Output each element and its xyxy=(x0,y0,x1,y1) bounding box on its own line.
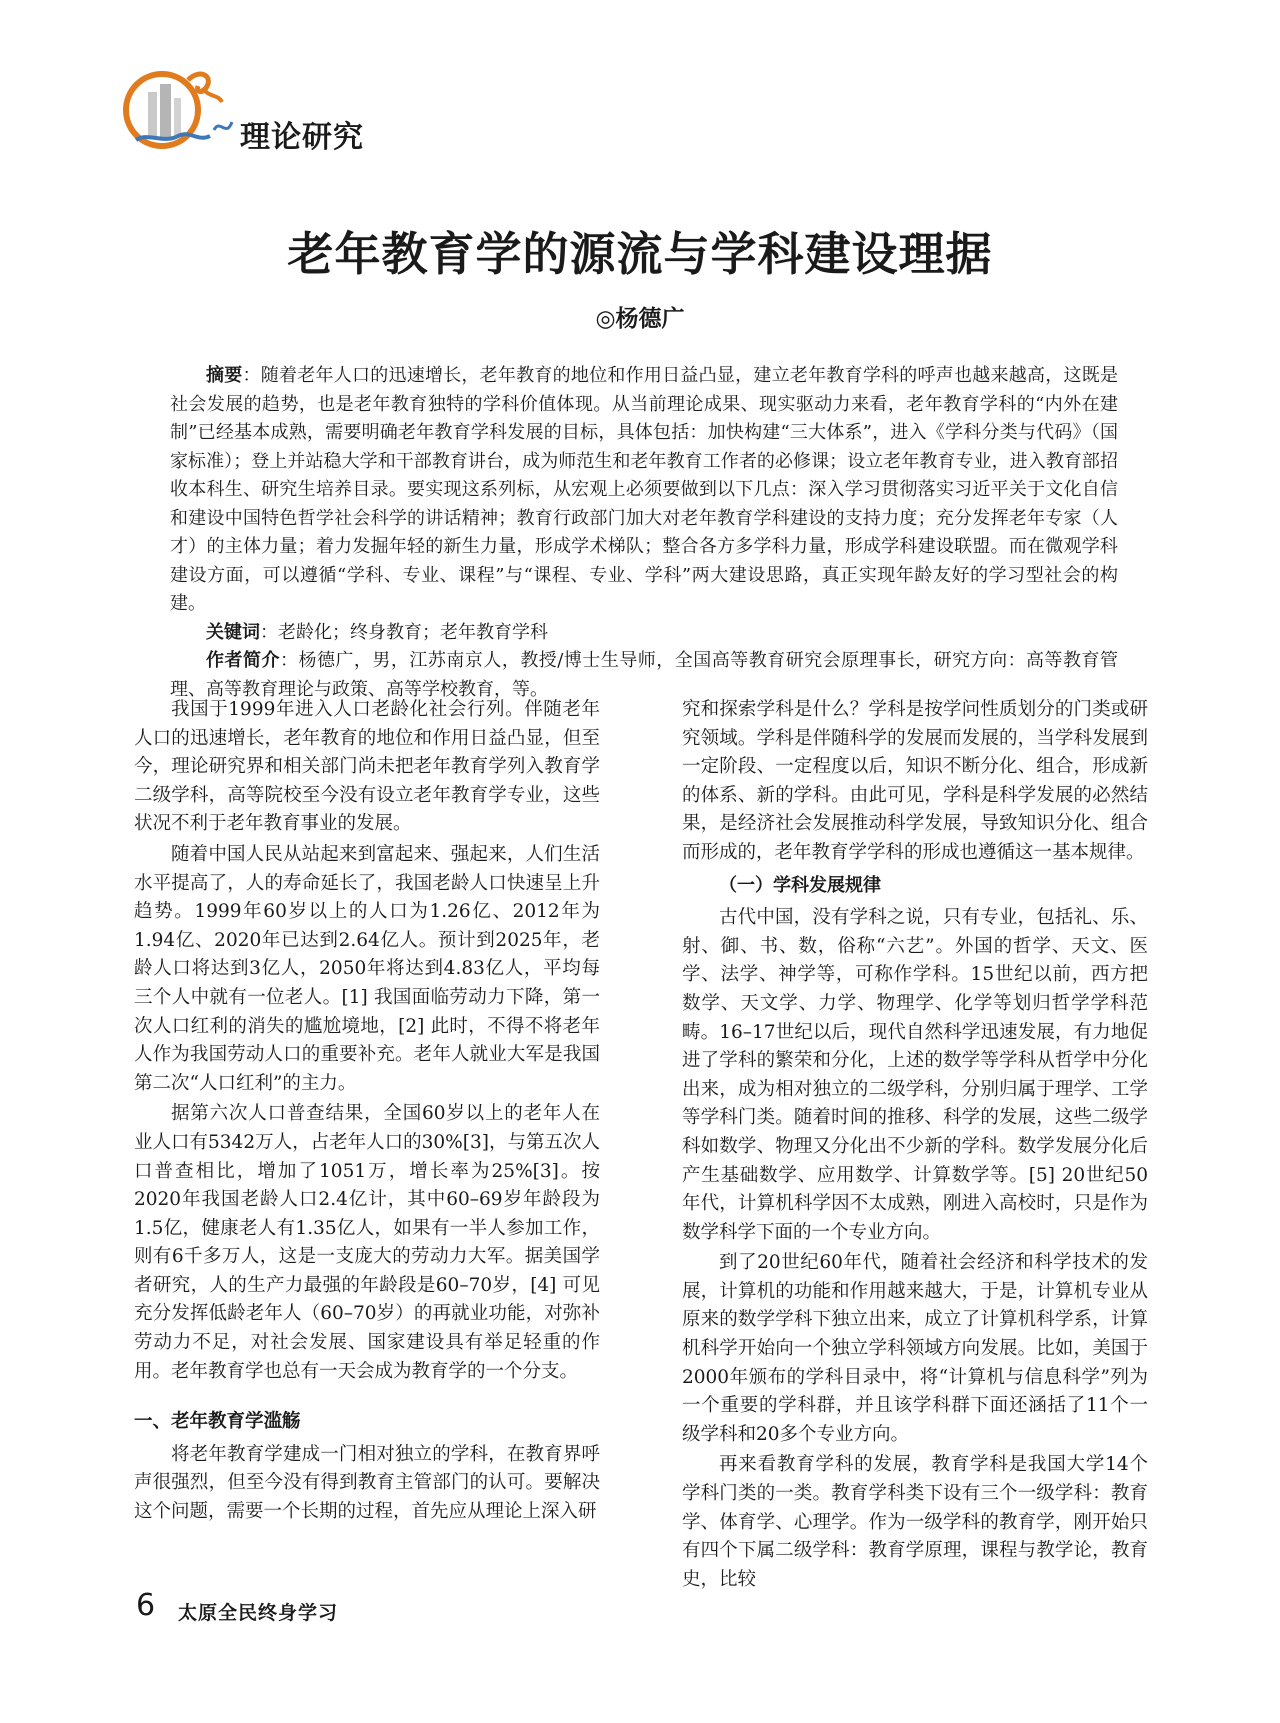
keywords-label: 关键词 xyxy=(206,621,260,643)
paragraph: 古代中国，没有学科之说，只有专业，包括礼、乐、射、御、书、数，俗称“六艺”。外国的哲学、天文、医学、法学、神学等，可称作学科。15世纪以前，西方把数学、天文学、力学、物理学、化学等划归哲学学科范畴。16–17世纪以后，现代自然科学迅速发展，有力地促进了学科的繁荣和分化，上述的数学等学科从哲学中分化出来，成为相对独立的二级学科，分别归属于理学、工学等学科门类。随着时间的推移、科学的发展，这些二级学科如数学、物理又分化出不少新的学科。数学发展分化后产生基础数学、应用数学、计算数学等。[5] 20世纪50年代，计算机科学因不太成熟，刚进入高校时，只是作为数学科学下面的一个专业方向。 xyxy=(682,907,1148,1243)
abstract-block xyxy=(170,362,1118,704)
article-title: 老年教育学的源流与学科建设理据 xyxy=(287,227,993,281)
paragraph: 我国于1999年进入人口老龄化社会行列。伴随老年人口的迅速增长，老年教育的地位和作用日益凸显，但至今，理论研究界和相关部门尚未把老年教育学列入教育学二级学科，高等院校至今没有设立老年教育学专业，这些状况不利于老年教育事业的发展。 xyxy=(134,699,600,835)
paragraph: 随着中国人民从站起来到富起来、强起来，人们生活水平提高了，人的寿命延长了，我国老龄人口快速呈上升趋势。1999年60岁以上的人口为1.26亿、2012年为1.94亿、2020年已达到2.64亿人。预计到2025年，老龄人口将达到3亿人，2050年将达到4.83亿人，平均每三个人中就有一位老人。[1] 我国面临劳动力下降，第一次人口红利的消失的尴尬境地，[2] 此时，不得不将老年人作为我国劳动人口的重要补充。老年人就业大军是我国第二次“人口红利”的主力。 xyxy=(134,843,600,1094)
paragraph: 再来看教育学科的发展，教育学科是我国大学14个学科门类的一类。教育学科类下设有三个一级学科：教育学、体育学、心理学。作为一级学科的教育学，刚开始只有四个下属二级学科：教育学原理，课程与教学论，教育史，比较 xyxy=(682,1454,1148,1590)
section-heading: 一、老年教育学滥觞 xyxy=(134,1411,301,1433)
keywords-text: ：老龄化；终身教育；老年教育学科 xyxy=(260,621,548,643)
right-column xyxy=(682,696,1148,1596)
paragraph: 据第六次人口普查结果，全国60岁以上的老年人在业人口有5342万人，占老年人口的30%[3]，与第五次人口普查相比，增加了1051万，增长率为25%[3]。按2020年我国老龄人口2.4亿计，其中60–69岁年龄段为1.5亿，健康老人有1.35亿人，如果有一半人参加工作，则有6千多万人，这是一支庞大的劳动力大军。据美国学者研究，人的生产力最强的年龄段是60–70岁，[4] 可见充分发挥低龄老年人（60–70岁）的再就业功能，对弥补劳动力不足，对社会发展、国家建设具有举足轻重的作用。老年教育学也总有一天会成为教育学的一个分支。 xyxy=(134,1103,600,1382)
paragraph: 到了20世纪60年代，随着社会经济和科学技术的发展，计算机的功能和作用越来越大，于是，计算机专业从原来的数学学科下独立出来，成立了计算机科学系，计算机科学开始向一个独立学科领域方向发展。比如，美国于2000年颁布的学科目录中，将“计算机与信息科学”列为一个重要的学科群，并且该学科群下面还涵括了11个一级学科和20多个专业方向。 xyxy=(682,1252,1148,1445)
left-column xyxy=(134,696,600,1529)
bio-label: 作者简介 xyxy=(206,650,280,671)
journal-name: 太原全民终身学习 xyxy=(178,1602,339,1624)
article-author: ◎杨德广 xyxy=(595,306,685,332)
paragraph: 将老年教育学建成一门相对独立的学科，在教育界呼声很强烈，但至今没有得到教育主管部门的认可。要解决这个问题，需要一个长期的过程，首先应从理论上深入研 xyxy=(134,1443,600,1523)
journal-logo xyxy=(118,58,250,156)
paragraph: 究和探索学科是什么？学科是按学问性质划分的门类或研究领域。学科是伴随科学的发展而发展的，当学科发展到一定阶段、一定程度以后，知识不断分化、组合，形成新的体系、新的学科。由此可见，学科是科学发展的必然结果，是经济社会发展推动科学发展，导致知识分化、组合而形成的，老年教育学学科的形成也遵循这一基本规律。 xyxy=(682,699,1148,863)
keywords xyxy=(170,619,1118,648)
abstract xyxy=(170,362,1118,619)
section-label: 理论研究 xyxy=(240,120,364,155)
subsection-heading: （一）学科发展规律 xyxy=(719,874,881,896)
page-number: 6 xyxy=(136,1588,156,1623)
bio-text: ：杨德广，男，江苏南京人，教授/博士生导师，全国高等教育研究会原理事长，研究方向：高等教育管理、高等教育理论与政策、高等学校教育，等。 xyxy=(170,650,1119,700)
abstract-text: ：随着老年人口的迅速增长，老年教育的地位和作用日益凸显，建立老年教育学科的呼声也越来越高，这既是社会发展的趋势，也是老年教育独特的学科价值体现。从当前理论成果、现实驱动力来看，老年教育学科的“内外在建制”已经基本成熟，需要明确老年教育学科发展的目标，具体包括：加快构建“三大体系”，进入《学科分类与代码》（国家标准）；登上并站稳大学和干部教育讲台，成为师范生和老年教育工作者的必修课；设立老年教育专业，进入教育部招收本科生、研究生培养目录。要实现这系列标，从宏观上必须要做到以下几点：深入学习贯彻落实习近平关于文化自信和建设中国特色哲学社会科学的讲话精神；教育行政部门加大对老年教育学科建设的支持力度；充分发挥老年专家（人才）的主体力量；着力发掘年轻的新生力量，形成学术梯队；整合各方多学科力量，形成学科建设联盟。而在微观学科建设方面，可以遵循“学科、专业、课程”与“课程、专业、学科”两大建设思路，真正实现年龄友好的学习型社会的构建。 xyxy=(170,365,1119,614)
abstract-label: 摘要 xyxy=(206,365,243,386)
